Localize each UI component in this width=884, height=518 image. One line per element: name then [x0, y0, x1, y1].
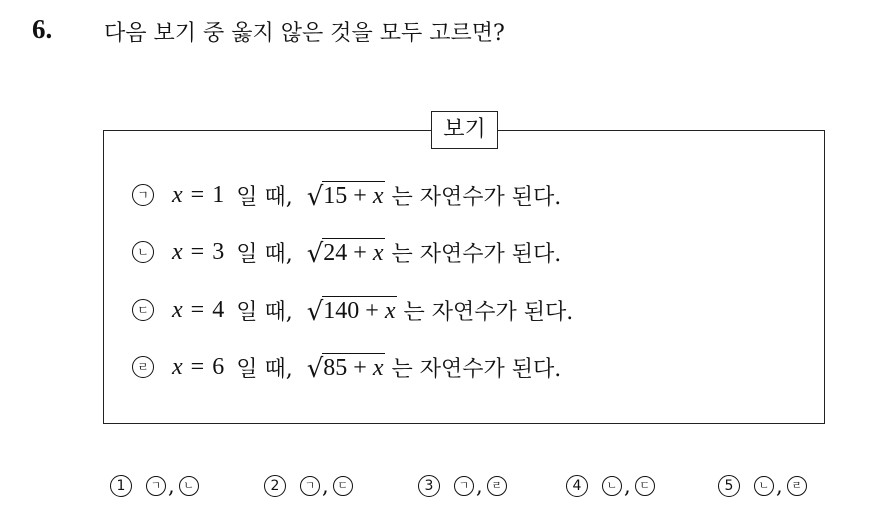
- circled-marker: ㄱ: [132, 184, 154, 206]
- radical-icon: √: [306, 238, 324, 269]
- statement-item-3[interactable]: [132, 293, 573, 327]
- variable: x: [172, 238, 183, 265]
- statement-tail: 는 자연수가 된다.: [391, 241, 562, 267]
- variable: x: [172, 296, 183, 323]
- choice-marker-a: ㄴ: [754, 476, 774, 496]
- question-number: 6.: [32, 14, 53, 44]
- radicand: 15 + x: [323, 182, 384, 209]
- radical-icon: √: [306, 353, 324, 384]
- choice-marker-b: ㄹ: [487, 476, 507, 496]
- choice-number: 2: [264, 475, 286, 497]
- choice-marker-b: ㄷ: [635, 476, 655, 496]
- radical-icon: √: [306, 181, 324, 212]
- choice-number: 5: [718, 475, 740, 497]
- value: 3: [212, 238, 225, 265]
- square-root-expression: [307, 238, 386, 267]
- condition-text: 일 때,: [236, 299, 293, 325]
- statement-tail: 는 자연수가 된다.: [391, 356, 562, 382]
- question-text: 다음 보기 중 옳지 않은 것을 모두 고르면?: [104, 21, 505, 46]
- choice-marker-a: ㄱ: [300, 476, 320, 496]
- choice-marker-a: ㄱ: [146, 476, 166, 496]
- variable: x: [172, 353, 183, 380]
- choice-marker-a: ㄱ: [454, 476, 474, 496]
- condition-text: 일 때,: [236, 241, 293, 267]
- condition-text: 일 때,: [236, 356, 293, 382]
- circled-marker: ㄹ: [132, 356, 154, 378]
- choice-number: 4: [566, 475, 588, 497]
- comma: ,: [776, 474, 783, 498]
- statement-item-1[interactable]: [132, 178, 561, 212]
- equals-sign: =: [190, 296, 205, 323]
- comma: ,: [624, 474, 631, 498]
- equals-sign: =: [190, 353, 205, 380]
- square-root-expression: [307, 353, 386, 382]
- statement-tail: 는 자연수가 된다.: [403, 299, 574, 325]
- circled-marker: ㄴ: [132, 241, 154, 263]
- equals-sign: =: [190, 238, 205, 265]
- square-root-expression: [307, 296, 398, 325]
- condition-text: 일 때,: [236, 184, 293, 210]
- circled-marker: ㄷ: [132, 299, 154, 321]
- choice-marker-a: ㄴ: [602, 476, 622, 496]
- statement-tail: 는 자연수가 된다.: [391, 184, 562, 210]
- choice-4[interactable]: [566, 474, 655, 498]
- choice-5[interactable]: [718, 474, 807, 498]
- choice-marker-b: ㄷ: [333, 476, 353, 496]
- value: 6: [212, 353, 225, 380]
- choice-marker-b: ㄴ: [179, 476, 199, 496]
- value: 4: [212, 296, 225, 323]
- choice-number: 1: [110, 475, 132, 497]
- choice-1[interactable]: [110, 474, 199, 498]
- radicand: 24 + x: [323, 239, 384, 266]
- equals-sign: =: [190, 181, 205, 208]
- choice-2[interactable]: [264, 474, 353, 498]
- statement-item-2[interactable]: [132, 235, 561, 269]
- choice-number: 3: [418, 475, 440, 497]
- bogi-title: 보기: [431, 111, 498, 149]
- statement-item-4[interactable]: [132, 350, 561, 384]
- radicand: 85 + x: [323, 354, 384, 381]
- comma: ,: [476, 474, 483, 498]
- square-root-expression: [307, 181, 386, 210]
- comma: ,: [322, 474, 329, 498]
- radical-icon: √: [306, 296, 324, 327]
- radicand: 140 + x: [323, 297, 396, 324]
- choice-3[interactable]: [418, 474, 507, 498]
- value: 1: [212, 181, 225, 208]
- comma: ,: [168, 474, 175, 498]
- choice-marker-b: ㄹ: [787, 476, 807, 496]
- variable: x: [172, 181, 183, 208]
